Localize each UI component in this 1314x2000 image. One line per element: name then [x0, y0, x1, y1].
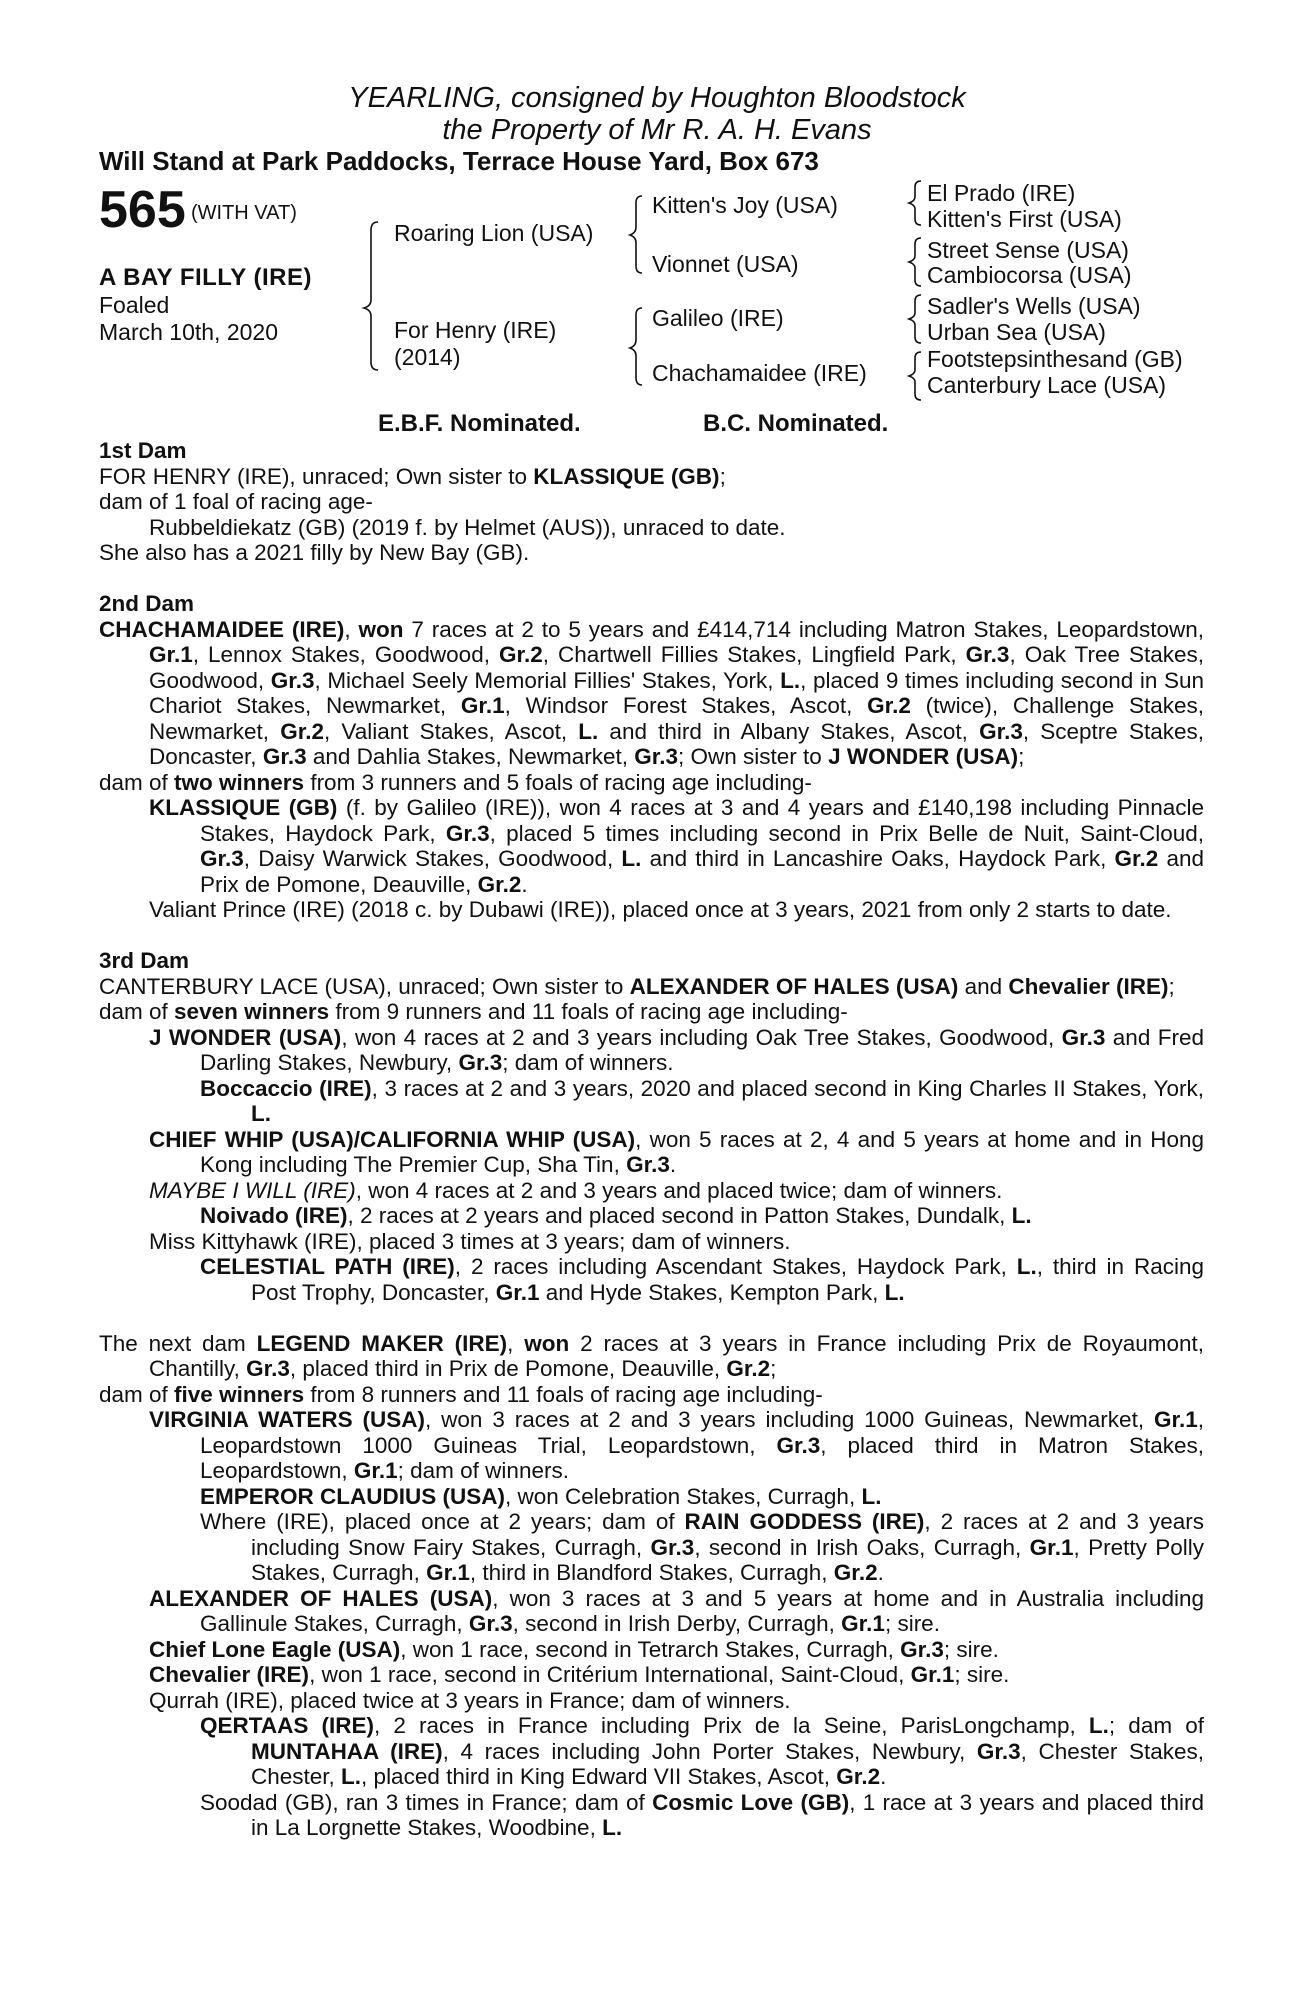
produce-chief-lone-eagle: Chief Lone Eagle (USA), won 1 race, second in Tetrarch Stakes, Curragh, Gr.3; sire.	[149, 1636, 999, 1662]
bracket-dam	[630, 308, 642, 385]
produce-qertaas: QERTAAS (IRE), 2 races in France including Prix de la Seine, ParisLongchamp, L.; dam of MUNTAHAA (IRE), 4 races including John Porter Stakes, Newbury, Gr.3, Chester Stakes, Chester, L., placed third in King Edward VII Stakes, Ascot, Gr.2.	[200, 1713, 1205, 1789]
bc-nomination: B.C. Nominated.	[703, 410, 889, 437]
produce-j-wonder: J WONDER (USA), won 4 races at 2 and 3 years including Oak Tree Stakes, Goodwood, Gr.3 and Fred Darling Stakes, Newbury, Gr.3; dam of winners.	[149, 1024, 1205, 1075]
pedigree-sd: Vionnet (USA)	[652, 251, 799, 277]
second-dam-produce-summary: dam of two winners from 3 runners and 5 foals of racing age including-	[99, 769, 812, 795]
produce-boccaccio: Boccaccio (IRE), 3 races at 2 and 3 years, 2020 and placed second in King Charles II Stakes, York, L.	[200, 1075, 1204, 1126]
catalogue-heading-line2: the Property of Mr R. A. H. Evans	[442, 114, 872, 146]
pedigree-dam-name: For Henry (IRE)	[394, 317, 557, 343]
first-dam-note: She also has a 2021 filly by New Bay (GB).	[99, 540, 530, 565]
first-dam-line: FOR HENRY (IRE), unraced; Own sister to KLASSIQUE (GB);	[99, 463, 726, 489]
pedigree-notes	[99, 438, 1204, 1841]
first-dam-produce: Rubbeldiekatz (GB) (2019 f. by Helmet (AUS)), unraced to date.	[149, 514, 786, 540]
produce-noivado: Noivado (IRE), 2 races at 2 years and placed second in Patton Stakes, Dundalk, L.	[200, 1203, 1032, 1228]
catalogue-heading-line1: YEARLING, consigned by Houghton Bloodstock	[348, 82, 966, 114]
bracket-sire	[630, 196, 642, 273]
foaled-date: March 10th, 2020	[99, 319, 279, 345]
pedigree-ss: Kitten's Joy (USA)	[652, 192, 838, 218]
pedigree-sdd: Cambiocorsa (USA)	[927, 262, 1132, 288]
produce-alexander-of-hales: ALEXANDER OF HALES (USA), won 3 races at 3 and 5 years at home and in Australia including Gallinule Stakes, Curragh, Gr.3, second in Irish Derby, Curragh, Gr.1; sire.	[149, 1585, 1204, 1636]
foaled-label: Foaled	[99, 292, 170, 318]
produce-virginia-waters: VIRGINIA WATERS (USA), won 3 races at 2 and 3 years including 1000 Guineas, Newmarket, Gr.1, Leopardstown 1000 Guineas Trial, Leopardstown, Gr.3, placed third in Matron Stakes, Leopardstown, Gr.1; dam of winners.	[149, 1407, 1205, 1483]
pedigree-sds: Street Sense (USA)	[927, 237, 1129, 263]
second-dam-record: CHACHAMAIDEE (IRE), won 7 races at 2 to 5 years and £414,714 including Matron Stakes, Leopardstown, Gr.1, Lennox Stakes, Goodwood, Gr.2, Chartwell Fillies Stakes, Lingfield Park, Gr.3, Oak Tree Stakes, Goodwood, Gr.3, Michael Seely Memorial Fillies' Stakes, York, L., placed 9 times including second in Sun Chariot Stakes, Newmarket, Gr.1, Windsor Forest Stakes, Ascot, Gr.2 (twice), Challenge Stakes, Newmarket, Gr.2, Valiant Stakes, Ascot, L. and third in Albany Stakes, Ascot, Gr.3, Sceptre Stakes, Doncaster, Gr.3 and Dahlia Stakes, Newmarket, Gr.3; Own sister to J WONDER (USA);	[99, 616, 1205, 769]
first-dam-foals: dam of 1 foal of racing age-	[99, 489, 373, 514]
produce-miss-kittyhawk: Miss Kittyhawk (IRE), placed 3 times at 3 years; dam of winners.	[149, 1228, 791, 1254]
lot-number: 565	[99, 181, 186, 239]
pedigree-dsd: Urban Sea (USA)	[927, 319, 1106, 345]
produce-chevalier: Chevalier (IRE), won 1 race, second in Critérium International, Saint-Cloud, Gr.1; sire.	[149, 1662, 1010, 1687]
produce-valiant-prince: Valiant Prince (IRE) (2018 c. by Dubawi (IRE)), placed once at 3 years, 2021 from only 2 starts to date.	[149, 897, 1172, 922]
third-dam-produce-summary: dam of seven winners from 9 runners and 11 foals of racing age including-	[99, 999, 848, 1024]
pedigree-dds: Footstepsinthesand (GB)	[927, 346, 1183, 372]
produce-qurrah: Qurrah (IRE), placed twice at 3 years in France; dam of winners.	[149, 1687, 791, 1713]
bracket-dd	[909, 352, 921, 400]
bracket-ss	[909, 181, 921, 225]
stand-location: Will Stand at Park Paddocks, Terrace House Yard, Box 673	[99, 146, 819, 176]
next-dam-produce-summary: dam of five winners from 8 runners and 11 foals of racing age including-	[99, 1381, 823, 1407]
ebf-nomination: E.B.F. Nominated.	[378, 410, 581, 437]
vat-note: (WITH VAT)	[191, 202, 297, 224]
next-dam-record: The next dam LEGEND MAKER (IRE), won 2 races at 3 years in France including Prix de Royaumont, Chantilly, Gr.3, placed third in Prix de Pomone, Deauville, Gr.2;	[99, 1330, 1204, 1381]
third-dam-title: 3rd Dam	[99, 948, 190, 973]
produce-chief-whip: CHIEF WHIP (USA)/CALIFORNIA WHIP (USA), won 5 races at 2, 4 and 5 years at home and in Hong Kong including The Premier Cup, Sha Tin, Gr.3.	[149, 1126, 1205, 1177]
bracket-main	[364, 222, 378, 370]
produce-where: Where (IRE), placed once at 2 years; dam of RAIN GODDESS (IRE), 2 races at 2 and 3 years including Snow Fairy Stakes, Curragh, Gr.3, second in Irish Oaks, Curragh, Gr.1, Pretty Polly Stakes, Curragh, Gr.1, third in Blandford Stakes, Curragh, Gr.2.	[200, 1509, 1205, 1585]
pedigree-sss: El Prado (IRE)	[927, 180, 1076, 206]
second-dam-title: 2nd Dam	[99, 591, 195, 616]
produce-soodad: Soodad (GB), ran 3 times in France; dam of Cosmic Love (GB), 1 race at 3 years and placed third in La Lorgnette Stakes, Woodbine, L.	[200, 1789, 1204, 1840]
pedigree-dss: Sadler's Wells (USA)	[927, 293, 1141, 319]
horse-name: A BAY FILLY (IRE)	[99, 264, 312, 291]
pedigree-dd: Chachamaidee (IRE)	[652, 360, 867, 386]
pedigree-dam	[394, 317, 556, 371]
pedigree-ddd: Canterbury Lace (USA)	[927, 372, 1167, 398]
pedigree-ssd: Kitten's First (USA)	[927, 206, 1122, 232]
pedigree-dam-year: (2014)	[394, 344, 461, 370]
bracket-sd	[909, 238, 921, 286]
produce-celestial-path: CELESTIAL PATH (IRE), 2 races including Ascendant Stakes, Haydock Park, L., third in Racing Post Trophy, Doncaster, Gr.1 and Hyde Stakes, Kempton Park, L.	[200, 1254, 1204, 1305]
bracket-ds	[909, 295, 921, 343]
third-dam-record: CANTERBURY LACE (USA), unraced; Own sister to ALEXANDER OF HALES (USA) and Chevalier (IRE);	[99, 973, 1175, 999]
pedigree-ds: Galileo (IRE)	[652, 305, 784, 331]
first-dam-title: 1st Dam	[99, 438, 187, 463]
produce-klassique: KLASSIQUE (GB) (f. by Galileo (IRE)), won 4 races at 3 and 4 years and £140,198 including Pinnacle Stakes, Haydock Park, Gr.3, placed 5 times including second in Prix Belle de Nuit, Saint-Cloud, Gr.3, Daisy Warwick Stakes, Goodwood, L. and third in Lancashire Oaks, Haydock Park, Gr.2 and Prix de Pomone, Deauville, Gr.2.	[149, 795, 1204, 897]
pedigree-sire: Roaring Lion (USA)	[394, 220, 594, 246]
produce-maybe-i-will: MAYBE I WILL (IRE), won 4 races at 2 and 3 years and placed twice; dam of winners.	[149, 1177, 1003, 1203]
produce-emperor-claudius: EMPEROR CLAUDIUS (USA), won Celebration Stakes, Curragh, L.	[200, 1483, 882, 1509]
